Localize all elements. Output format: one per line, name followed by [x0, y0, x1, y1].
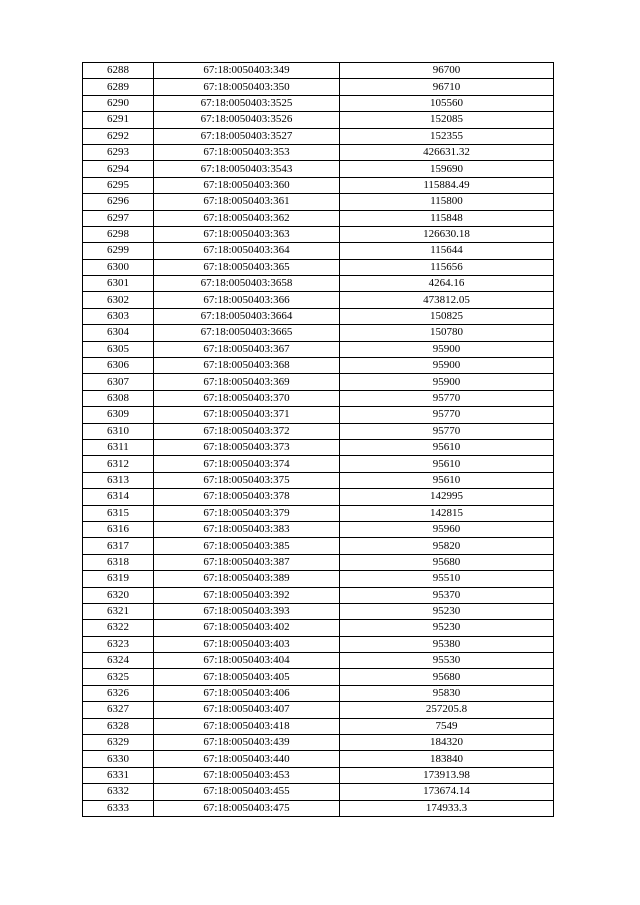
table-row [83, 603, 554, 619]
value-cell: 4264.16 [340, 276, 554, 292]
table-row [83, 620, 554, 636]
row-number-cell: 6301 [83, 276, 154, 292]
value-cell: 115848 [340, 210, 554, 226]
value-cell: 95770 [340, 407, 554, 423]
value-cell: 95380 [340, 636, 554, 652]
cadastral-number-cell: 67:18:0050403:3527 [154, 128, 340, 144]
cadastral-number-cell: 67:18:0050403:379 [154, 505, 340, 521]
cadastral-number-cell: 67:18:0050403:440 [154, 751, 340, 767]
table-row [83, 276, 554, 292]
row-number-cell: 6315 [83, 505, 154, 521]
row-number-cell: 6289 [83, 79, 154, 95]
table-row [83, 439, 554, 455]
value-cell: 95680 [340, 554, 554, 570]
cadastral-number-cell: 67:18:0050403:392 [154, 587, 340, 603]
row-number-cell: 6307 [83, 374, 154, 390]
table-row [83, 751, 554, 767]
table-row [83, 308, 554, 324]
cadastral-number-cell: 67:18:0050403:453 [154, 767, 340, 783]
cadastral-number-cell: 67:18:0050403:353 [154, 144, 340, 160]
cadastral-number-cell: 67:18:0050403:3658 [154, 276, 340, 292]
cadastral-number-cell: 67:18:0050403:363 [154, 226, 340, 242]
table-row [83, 292, 554, 308]
value-cell: 115644 [340, 243, 554, 259]
value-cell: 95820 [340, 538, 554, 554]
row-number-cell: 6331 [83, 767, 154, 783]
cadastral-number-cell: 67:18:0050403:455 [154, 784, 340, 800]
row-number-cell: 6317 [83, 538, 154, 554]
value-cell: 95960 [340, 521, 554, 537]
table-row [83, 653, 554, 669]
table-row [83, 144, 554, 160]
row-number-cell: 6305 [83, 341, 154, 357]
table-row [83, 177, 554, 193]
row-number-cell: 6318 [83, 554, 154, 570]
cadastral-number-cell: 67:18:0050403:3543 [154, 161, 340, 177]
table-row [83, 702, 554, 718]
row-number-cell: 6320 [83, 587, 154, 603]
table-row [83, 669, 554, 685]
row-number-cell: 6293 [83, 144, 154, 160]
row-number-cell: 6325 [83, 669, 154, 685]
value-cell: 142995 [340, 489, 554, 505]
table-row [83, 423, 554, 439]
table-row [83, 63, 554, 79]
cadastral-number-cell: 67:18:0050403:383 [154, 521, 340, 537]
value-cell: 95900 [340, 341, 554, 357]
cadastral-number-cell: 67:18:0050403:393 [154, 603, 340, 619]
cadastral-number-cell: 67:18:0050403:402 [154, 620, 340, 636]
value-cell: 126630.18 [340, 226, 554, 242]
table-row [83, 226, 554, 242]
row-number-cell: 6290 [83, 95, 154, 111]
cadastral-number-cell: 67:18:0050403:374 [154, 456, 340, 472]
row-number-cell: 6319 [83, 571, 154, 587]
value-cell: 115884.49 [340, 177, 554, 193]
row-number-cell: 6298 [83, 226, 154, 242]
cadastral-number-cell: 67:18:0050403:404 [154, 653, 340, 669]
value-cell: 150780 [340, 325, 554, 341]
value-cell: 257205.8 [340, 702, 554, 718]
value-cell: 95900 [340, 358, 554, 374]
cadastral-number-cell: 67:18:0050403:389 [154, 571, 340, 587]
value-cell: 152355 [340, 128, 554, 144]
value-cell: 7549 [340, 718, 554, 734]
value-cell: 95680 [340, 669, 554, 685]
value-cell: 95610 [340, 456, 554, 472]
cadastral-number-cell: 67:18:0050403:370 [154, 390, 340, 406]
row-number-cell: 6295 [83, 177, 154, 193]
cadastral-number-cell: 67:18:0050403:349 [154, 63, 340, 79]
row-number-cell: 6312 [83, 456, 154, 472]
cadastral-number-cell: 67:18:0050403:368 [154, 358, 340, 374]
cadastral-number-cell: 67:18:0050403:365 [154, 259, 340, 275]
row-number-cell: 6288 [83, 63, 154, 79]
value-cell: 95770 [340, 423, 554, 439]
value-cell: 95230 [340, 620, 554, 636]
cadastral-number-cell: 67:18:0050403:418 [154, 718, 340, 734]
cadastral-number-cell: 67:18:0050403:3525 [154, 95, 340, 111]
cadastral-number-cell: 67:18:0050403:405 [154, 669, 340, 685]
value-cell: 96710 [340, 79, 554, 95]
table-row [83, 194, 554, 210]
value-cell: 150825 [340, 308, 554, 324]
value-cell: 115800 [340, 194, 554, 210]
row-number-cell: 6291 [83, 112, 154, 128]
cadastral-number-cell: 67:18:0050403:403 [154, 636, 340, 652]
table-row [83, 243, 554, 259]
cadastral-number-cell: 67:18:0050403:371 [154, 407, 340, 423]
table-body [83, 63, 554, 817]
row-number-cell: 6306 [83, 358, 154, 374]
cadastral-number-cell: 67:18:0050403:378 [154, 489, 340, 505]
row-number-cell: 6310 [83, 423, 154, 439]
row-number-cell: 6326 [83, 685, 154, 701]
value-cell: 96700 [340, 63, 554, 79]
table-row [83, 784, 554, 800]
cadastral-number-cell: 67:18:0050403:406 [154, 685, 340, 701]
cadastral-number-cell: 67:18:0050403:364 [154, 243, 340, 259]
value-cell: 426631.32 [340, 144, 554, 160]
value-cell: 95230 [340, 603, 554, 619]
cadastral-number-cell: 67:18:0050403:350 [154, 79, 340, 95]
table-row [83, 636, 554, 652]
table-row [83, 79, 554, 95]
table-row [83, 685, 554, 701]
value-cell: 95610 [340, 472, 554, 488]
cadastral-number-cell: 67:18:0050403:3664 [154, 308, 340, 324]
table-row [83, 390, 554, 406]
table-row [83, 538, 554, 554]
table-row [83, 554, 554, 570]
value-cell: 95610 [340, 439, 554, 455]
row-number-cell: 6304 [83, 325, 154, 341]
value-cell: 174933.3 [340, 800, 554, 816]
value-cell: 95370 [340, 587, 554, 603]
row-number-cell: 6292 [83, 128, 154, 144]
table-row [83, 489, 554, 505]
row-number-cell: 6309 [83, 407, 154, 423]
row-number-cell: 6303 [83, 308, 154, 324]
value-cell: 95530 [340, 653, 554, 669]
row-number-cell: 6332 [83, 784, 154, 800]
table-row [83, 505, 554, 521]
table-row [83, 341, 554, 357]
value-cell: 95510 [340, 571, 554, 587]
table-row [83, 800, 554, 816]
row-number-cell: 6313 [83, 472, 154, 488]
row-number-cell: 6300 [83, 259, 154, 275]
table-row [83, 407, 554, 423]
cadastral-number-cell: 67:18:0050403:375 [154, 472, 340, 488]
row-number-cell: 6328 [83, 718, 154, 734]
table-row [83, 456, 554, 472]
cadastral-value-table [82, 62, 554, 817]
value-cell: 152085 [340, 112, 554, 128]
value-cell: 173913.98 [340, 767, 554, 783]
cadastral-number-cell: 67:18:0050403:3665 [154, 325, 340, 341]
table-row [83, 325, 554, 341]
row-number-cell: 6330 [83, 751, 154, 767]
row-number-cell: 6296 [83, 194, 154, 210]
value-cell: 173674.14 [340, 784, 554, 800]
row-number-cell: 6322 [83, 620, 154, 636]
table-row [83, 128, 554, 144]
table-row [83, 521, 554, 537]
table-row [83, 472, 554, 488]
row-number-cell: 6294 [83, 161, 154, 177]
row-number-cell: 6299 [83, 243, 154, 259]
value-cell: 115656 [340, 259, 554, 275]
row-number-cell: 6333 [83, 800, 154, 816]
value-cell: 183840 [340, 751, 554, 767]
table-row [83, 95, 554, 111]
value-cell: 95830 [340, 685, 554, 701]
value-cell: 105560 [340, 95, 554, 111]
cadastral-number-cell: 67:18:0050403:475 [154, 800, 340, 816]
row-number-cell: 6297 [83, 210, 154, 226]
row-number-cell: 6316 [83, 521, 154, 537]
row-number-cell: 6329 [83, 735, 154, 751]
table-row [83, 767, 554, 783]
row-number-cell: 6327 [83, 702, 154, 718]
cadastral-number-cell: 67:18:0050403:367 [154, 341, 340, 357]
cadastral-number-cell: 67:18:0050403:362 [154, 210, 340, 226]
value-cell: 184320 [340, 735, 554, 751]
row-number-cell: 6302 [83, 292, 154, 308]
row-number-cell: 6311 [83, 439, 154, 455]
cadastral-number-cell: 67:18:0050403:373 [154, 439, 340, 455]
cadastral-number-cell: 67:18:0050403:360 [154, 177, 340, 193]
value-cell: 159690 [340, 161, 554, 177]
table-row [83, 571, 554, 587]
table-row [83, 735, 554, 751]
row-number-cell: 6324 [83, 653, 154, 669]
cadastral-number-cell: 67:18:0050403:385 [154, 538, 340, 554]
cadastral-number-cell: 67:18:0050403:361 [154, 194, 340, 210]
table-row [83, 259, 554, 275]
cadastral-number-cell: 67:18:0050403:439 [154, 735, 340, 751]
value-cell: 95900 [340, 374, 554, 390]
table-row [83, 718, 554, 734]
cadastral-number-cell: 67:18:0050403:387 [154, 554, 340, 570]
table-row [83, 161, 554, 177]
table-row [83, 587, 554, 603]
table-row [83, 210, 554, 226]
table-row [83, 358, 554, 374]
cadastral-number-cell: 67:18:0050403:407 [154, 702, 340, 718]
row-number-cell: 6323 [83, 636, 154, 652]
table-row [83, 112, 554, 128]
cadastral-number-cell: 67:18:0050403:372 [154, 423, 340, 439]
value-cell: 95770 [340, 390, 554, 406]
cadastral-number-cell: 67:18:0050403:3526 [154, 112, 340, 128]
row-number-cell: 6314 [83, 489, 154, 505]
table-row [83, 374, 554, 390]
value-cell: 473812.05 [340, 292, 554, 308]
cadastral-number-cell: 67:18:0050403:366 [154, 292, 340, 308]
value-cell: 142815 [340, 505, 554, 521]
cadastral-number-cell: 67:18:0050403:369 [154, 374, 340, 390]
row-number-cell: 6321 [83, 603, 154, 619]
row-number-cell: 6308 [83, 390, 154, 406]
